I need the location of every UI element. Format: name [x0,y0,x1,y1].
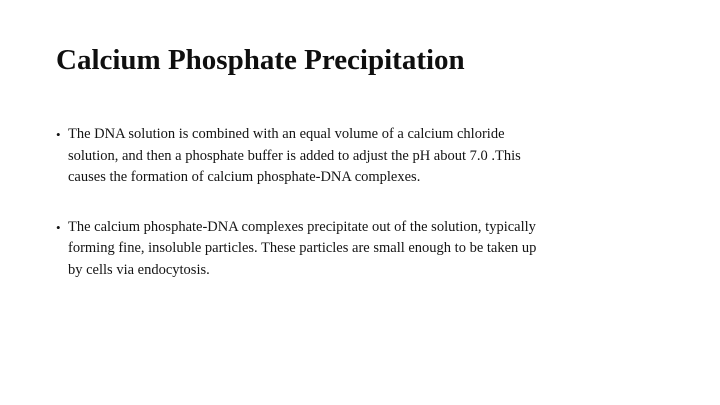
bullet-icon: • [56,219,61,235]
slide-title: Calcium Phosphate Precipitation [56,44,465,76]
bullet-text-line: by cells via endocytosis. [68,261,210,278]
bullet-text-line: forming fine, insoluble particles. These particles are small enough to be taken up [68,240,537,256]
bullet-icon: • [56,127,61,142]
bullet-text-line: causes the formation of calcium phosphate-DNA complexes. [68,169,421,185]
bullet-list [56,124,676,281]
bullet-text-line: The DNA solution is combined with an equal volume of a calcium chloride [68,126,505,142]
bullet-text-line: solution, and then a phosphate buffer is added to adjust the pH about 7.0 .This [68,147,521,164]
bullet-text-line: The calcium phosphate-DNA complexes precipitate out of the solution, typically [68,218,536,235]
bullet-item [56,217,676,282]
bullet-item [56,124,676,189]
